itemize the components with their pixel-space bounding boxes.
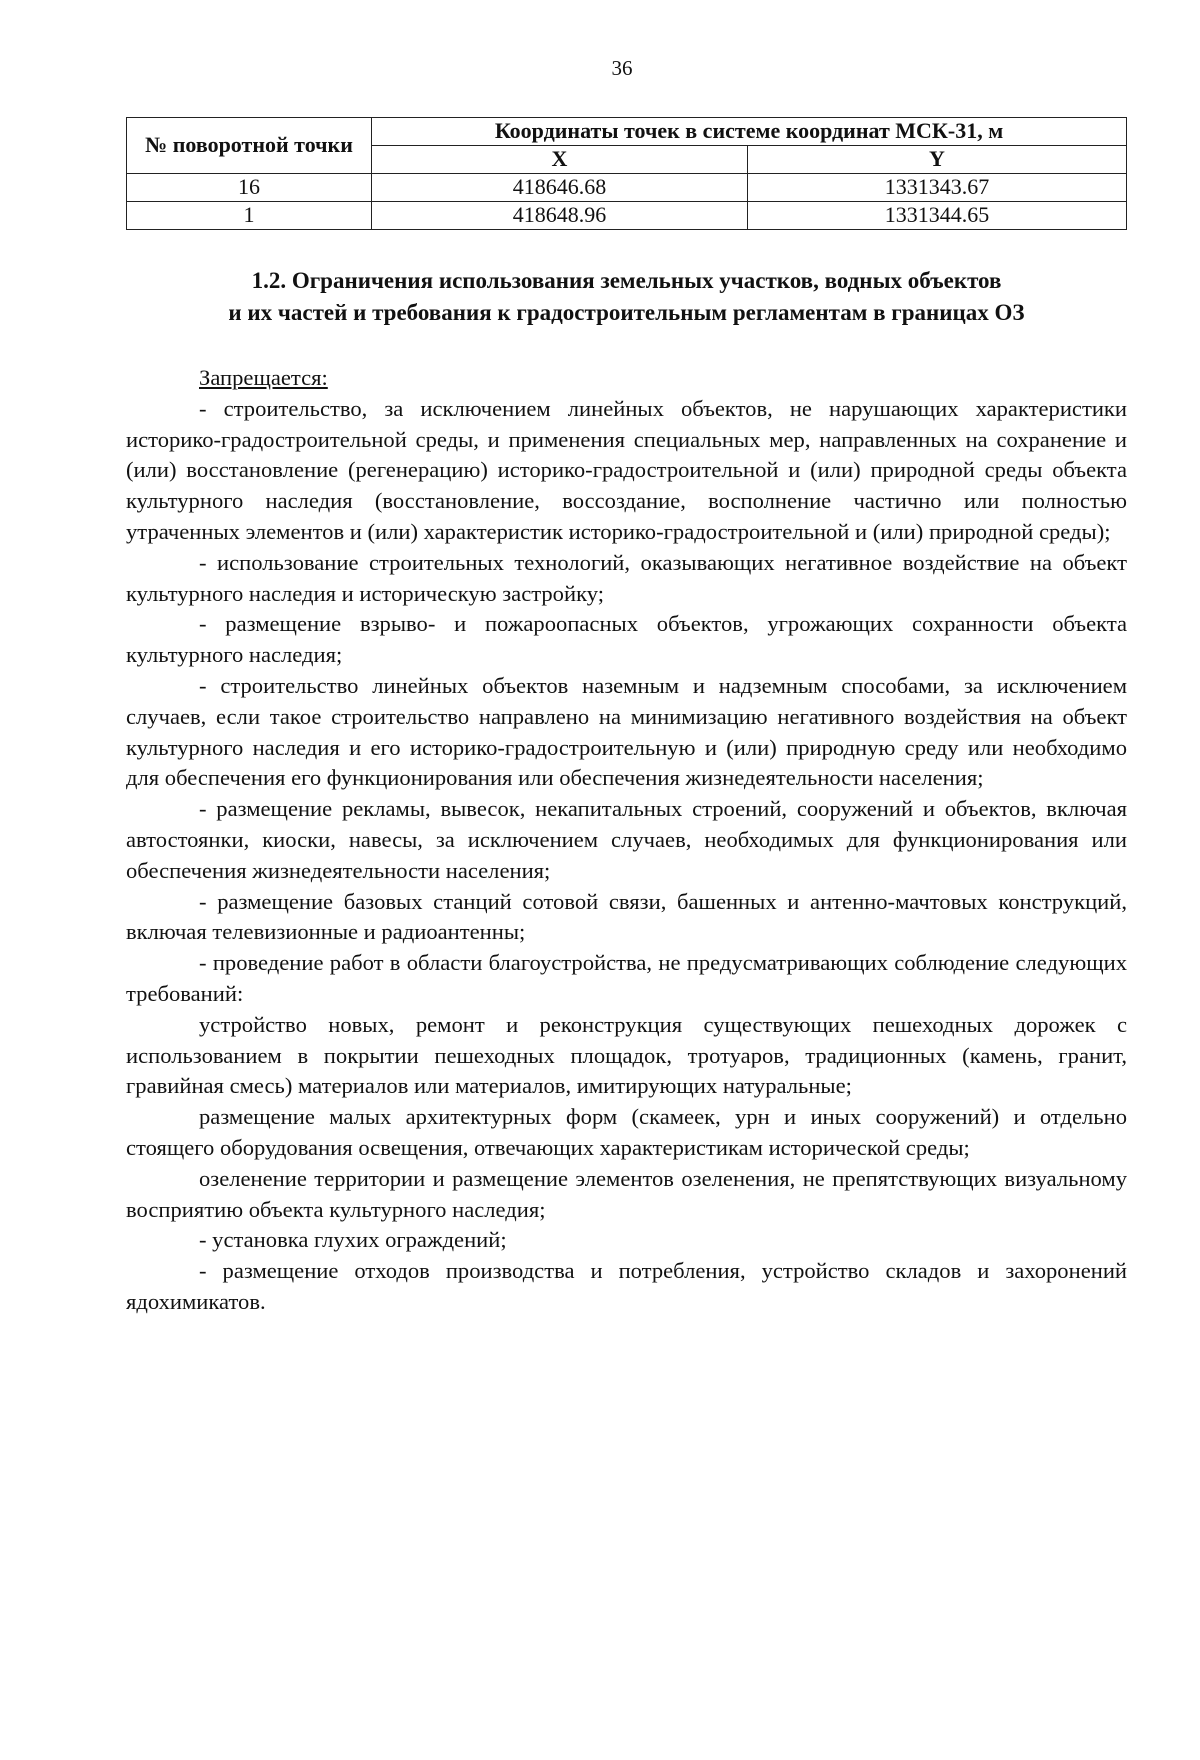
cell-x: 418646.68 xyxy=(372,174,748,202)
paragraph-lead xyxy=(126,363,1127,394)
coordinates-table xyxy=(126,117,1127,230)
table-row xyxy=(127,174,1127,202)
paragraph: озеленение территории и размещение элементов озеленения, не препятствующих визуальному восприятию объекта культурного наследия; xyxy=(126,1165,1127,1222)
header-point-number: № поворотной точки xyxy=(127,118,372,174)
paragraph: - размещение рекламы, вывесок, некапитальных строений, сооружений и объектов, включая автостоянки, киоски, навесы, за исключением случаев, необходимых для функционирования или обеспечения жизнедеятельности населения; xyxy=(126,796,1127,883)
header-x: X xyxy=(372,146,748,174)
page-number: 36 xyxy=(611,56,633,80)
paragraph: - использование строительных технологий, оказывающих негативное воздействие на объект культурного наследия и историческую застройку; xyxy=(126,549,1127,606)
section-title xyxy=(126,265,1127,329)
cell-point: 1 xyxy=(127,202,372,230)
cell-y: 1331344.65 xyxy=(748,202,1127,230)
cell-point: 16 xyxy=(127,174,372,202)
paragraph: - размещение отходов производства и потребления, устройство складов и захоронений ядохимикатов. xyxy=(126,1258,1127,1314)
paragraph: устройство новых, ремонт и реконструкция существующих пешеходных дорожек с использованием в покрытии пешеходных площадок, тротуаров, традиционных (камень, гранит, гравийная смесь) материалов или материалов, имитирующих натуральные; xyxy=(126,1011,1127,1099)
section-title-line: 1.2. Ограничения использования земельных участков, водных объектов xyxy=(251,268,1002,293)
paragraph: - строительство линейных объектов наземным и надземным способами, за исключением случаев, если такое строительство направлено на минимизацию негативного воздействия на объект культурного наследия и его историко-градостроительную и (или) природную среду или необходимо для обеспечения его функционирования или обеспечения жизнедеятельности населения; xyxy=(126,672,1127,791)
paragraph: размещение малых архитектурных форм (скамеек, урн и иных сооружений) и отдельно стоящего оборудования освещения, отвечающих характеристикам исторической среды; xyxy=(126,1104,1127,1160)
paragraph: - строительство, за исключением линейных объектов, не нарушающих характеристики историко-градостроительной среды, и применения специальных мер, направленных на сохранение и (или) восстановление (регенерацию) историко-градостроительной и (или) природной среды объекта культурного наследия (восстановление, воссоздание, восполнение частично или полностью утраченных элементов и (или) характеристик историко-градостроительной и (или) природной среды); xyxy=(126,395,1127,544)
section-title-line: и их частей и требования к градостроительным регламентам в границах ОЗ xyxy=(228,300,1025,325)
body-text xyxy=(126,363,1127,1318)
paragraph: - размещение базовых станций сотовой связи, башенных и антенно-мачтовых конструкций, включая телевизионные и радиоантенны; xyxy=(126,888,1127,945)
paragraph: - проведение работ в области благоустройства, не предусматривающих соблюдение следующих требований: xyxy=(126,950,1127,1006)
header-coordinates: Координаты точек в системе координат МСК-31, м xyxy=(372,118,1127,146)
paragraph: - установка глухих ограждений; xyxy=(199,1227,507,1253)
cell-y: 1331343.67 xyxy=(748,174,1127,202)
lead-text: Запрещается: xyxy=(199,365,328,390)
header-y: Y xyxy=(748,146,1127,174)
paragraph: - размещение взрыво- и пожароопасных объектов, угрожающих сохранности объекта культурного наследия; xyxy=(126,611,1127,668)
cell-x: 418648.96 xyxy=(372,202,748,230)
table-header-row xyxy=(127,118,1127,146)
table-row xyxy=(127,202,1127,230)
